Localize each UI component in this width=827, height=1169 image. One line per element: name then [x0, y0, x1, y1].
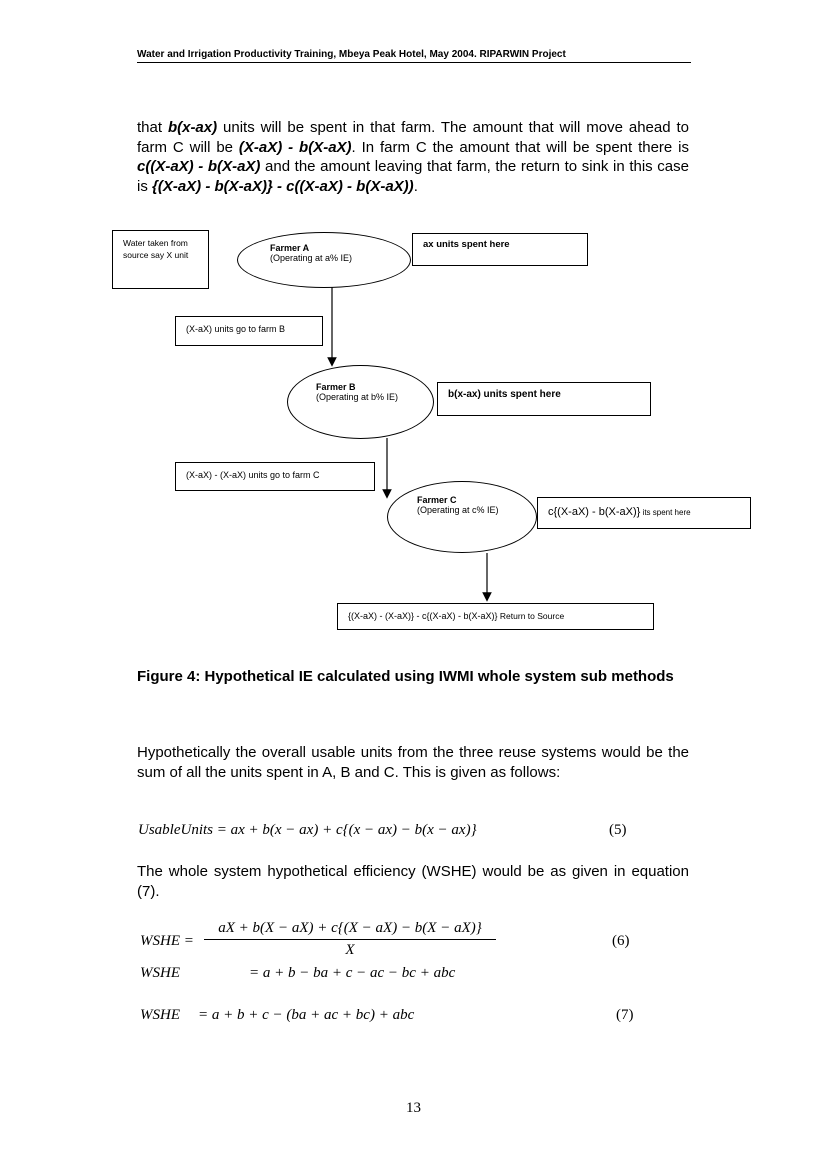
intro-emph-3: c((X-aX) - b(X-aX): [137, 158, 261, 175]
equation-6b-lhs: WSHE: [140, 965, 180, 981]
equation-6-lhs: WSHE =: [140, 933, 194, 949]
flow-bc-box: (X-aX) - (X-aX) units go to farm C: [175, 462, 375, 491]
spent-a-box: ax units spent here: [412, 233, 588, 266]
paragraph-wshe: The whole system hypothetical efficiency (WSHE) would be as given in equation (7).: [137, 863, 689, 900]
return-box: {(X-aX) - (X-aX)} - c{(X-aX) - b(X-aX)} Return to Source: [337, 603, 654, 630]
intro-paragraph: that b(x-ax) units will be spent in that farm. The amount that will move ahead to farm C will be (X-aX) - b(X-aX). In farm C the amount that will be spent there is c((X-aX) - b(X-aX) and the amount leaving that farm, the return to sink in this case is {(X-aX) - b(X-aX)} - c((X-aX) - b(X-aX)).: [137, 119, 689, 195]
equation-6-number: (6): [612, 933, 630, 949]
equation-5-number: (5): [609, 822, 627, 838]
page-number: 13: [406, 1100, 421, 1116]
spent-c-box: c{(X-aX) - b(X-aX)} its spent here: [537, 497, 751, 529]
intro-emph-1: b(x-ax): [167, 119, 218, 136]
flow-ab-box: (X-aX) units go to farm B: [175, 316, 323, 346]
farmer-c-node: [387, 481, 537, 553]
running-header: Water and Irrigation Productivity Training, Mbeya Peak Hotel, May 2004. RIPARWIN Project: [137, 49, 691, 63]
intro-emph-2: (X-aX) - b(X-aX): [238, 138, 352, 156]
equation-7-lhs: WSHE: [140, 1007, 180, 1023]
farmer-a-name: Farmer A: [270, 243, 310, 253]
farmer-b-node: [287, 365, 434, 439]
farmer-a-node: [237, 232, 411, 288]
farmer-a-detail: (Operating at a% IE): [270, 253, 353, 263]
equation-7-rhs: = a + b + c − (ba + ac + bc) + abc: [198, 1007, 415, 1023]
source-box: Water taken from source say X unit: [112, 230, 209, 289]
equation-6b-rhs: = a + b − ba + c − ac − bc + abc: [249, 965, 456, 981]
farmer-c-detail: (Operating at c% IE): [417, 505, 499, 515]
farmer-b-name: Farmer B: [316, 382, 356, 392]
equation-7-number: (7): [616, 1007, 634, 1023]
equation-5: UsableUnits = ax + b(x − ax) + c{(x − ax) − b(x − ax)}: [138, 822, 477, 838]
equation-6-fraction: [204, 920, 496, 959]
equation-6-numerator: aX + b(X − aX) + c{(X − aX) − b(X − aX)}: [204, 920, 496, 940]
spent-b-box: b(x-ax) units spent here: [437, 382, 651, 416]
equation-6-denominator: X: [345, 942, 355, 958]
intro-emph-4: {(X-aX) - b(X-aX)} - c((X-aX) - b(X-aX)): [152, 177, 414, 195]
figure-caption: Figure 4: Hypothetical IE calculated using IWMI whole system sub methods: [137, 668, 674, 685]
farmer-b-detail: (Operating at b% IE): [316, 392, 399, 402]
paragraph-usable-units: Hypothetically the overall usable units from the three reuse systems would be the sum of all the units spent in A, B and C. This is given as follows:: [137, 744, 689, 781]
farmer-c-name: Farmer C: [417, 495, 457, 505]
